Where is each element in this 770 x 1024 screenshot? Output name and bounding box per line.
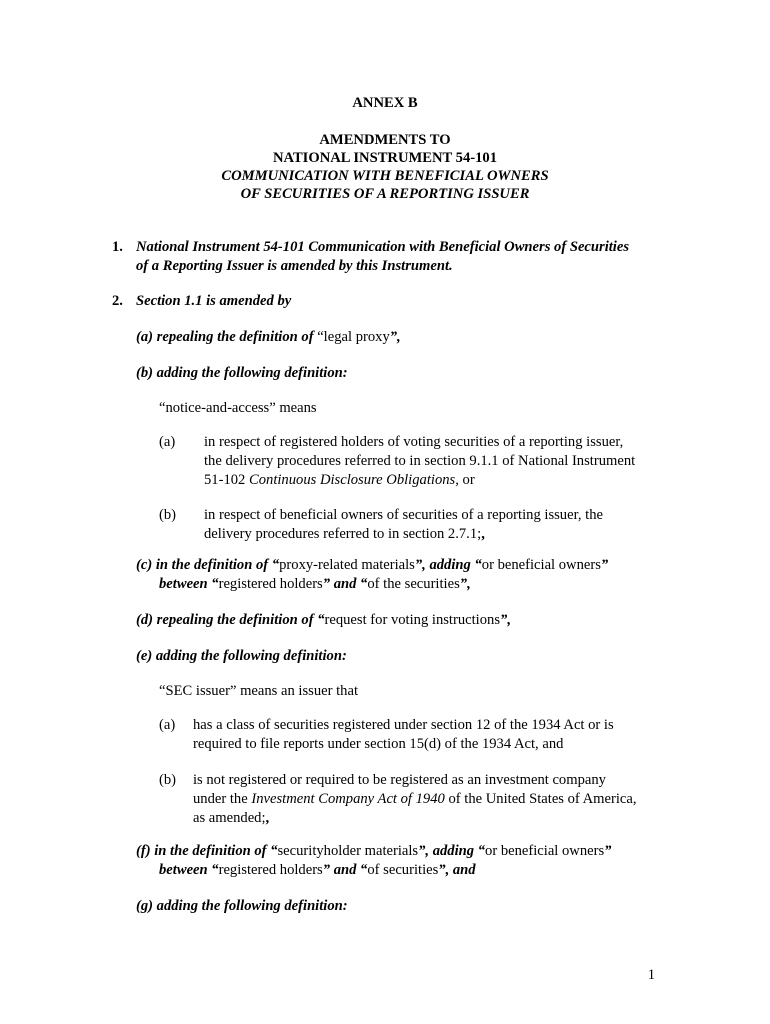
sec-a-line1: has a class of securities registered under section 12 of the 1934 Act or is: [193, 717, 614, 733]
sec-a-line2: required to file reports under section 15(d) of the 1934 Act, and: [193, 736, 564, 752]
list-label: (a): [159, 434, 176, 450]
sub-item-f-line1: (f) in the definition of “securityholder materials”, adding “or beneficial owners”: [136, 843, 612, 859]
notice-a-line2: the delivery procedures referred to in section 9.1.1 of National Instrument: [204, 453, 636, 469]
notice-definition-intro: “notice-and-access” means: [159, 400, 317, 416]
amendments-heading: AMENDMENTS TO: [319, 132, 451, 148]
sec-b-line1: is not registered or required to be registered as an investment company: [193, 772, 606, 788]
item1-line2: of a Reporting Issuer is amended by this Instrument.: [136, 258, 453, 274]
notice-a-line3: 51-102 Continuous Disclosure Obligations, or: [204, 472, 475, 488]
sub-item-f-line2: between “registered holders” and “of securities”, and: [159, 862, 476, 878]
sec-definition-intro: “SEC issuer” means an issuer that: [159, 683, 358, 699]
item1-line1: National Instrument 54-101 Communication with Beneficial Owners of Securities: [136, 239, 630, 255]
list-label: (b): [159, 507, 177, 523]
sub-item-d: (d) repealing the definition of “request for voting instructions”,: [136, 612, 511, 628]
sub-item-c-line1: (c) in the definition of “proxy-related materials”, adding “or beneficial owners”: [136, 557, 609, 573]
sec-b-line3: as amended;,: [193, 810, 270, 826]
instrument-subtitle-line2: OF SECURITIES OF A REPORTING ISSUER: [240, 186, 530, 202]
sub-item-a: (a) repealing the definition of “legal proxy”,: [136, 329, 401, 345]
sub-item-e: (e) adding the following definition:: [136, 648, 347, 664]
item-number: 2.: [112, 293, 123, 309]
item-number: 1.: [112, 239, 123, 255]
list-label: (a): [159, 717, 176, 733]
sub-item-b: (b) adding the following definition:: [136, 365, 348, 381]
instrument-subtitle-line1: COMMUNICATION WITH BENEFICIAL OWNERS: [221, 168, 549, 184]
sub-item-g: (g) adding the following definition:: [136, 898, 348, 914]
page-number: 1: [647, 967, 655, 983]
instrument-heading: NATIONAL INSTRUMENT 54-101: [272, 150, 498, 166]
notice-a-line1: in respect of registered holders of voting securities of a reporting issuer,: [204, 434, 624, 450]
notice-b-line1: in respect of beneficial owners of securities of a reporting issuer, the: [204, 507, 603, 523]
sub-item-c-line2: between “registered holders” and “of the securities”,: [159, 576, 471, 592]
list-label: (b): [159, 772, 177, 788]
item2-text: Section 1.1 is amended by: [136, 293, 292, 309]
sec-b-line2: under the Investment Company Act of 1940 of the United States of America,: [193, 791, 637, 807]
annex-title: ANNEX B: [352, 95, 418, 111]
notice-b-line2: delivery procedures referred to in section 2.7.1;,: [204, 526, 485, 542]
